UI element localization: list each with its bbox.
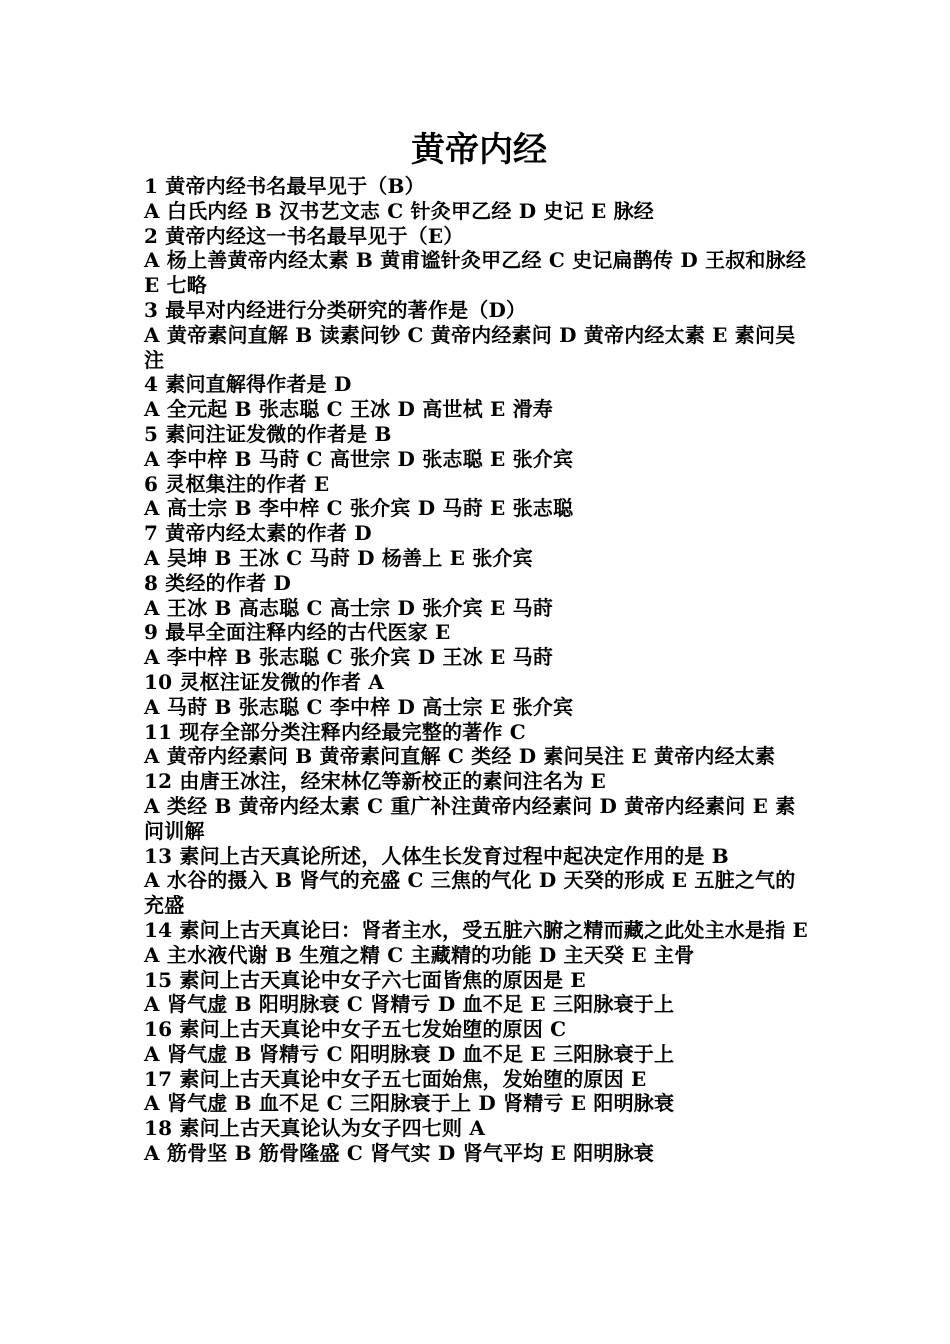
options-line: A 筋骨坚 B 筋骨隆盛 C 肾气实 D 肾气平均 E 阳明脉衰 bbox=[144, 1141, 654, 1166]
question-list bbox=[144, 174, 814, 1166]
options-line: A 黄帝内经素问 B 黄帝素问直解 C 类经 D 素问吴注 E 黄帝内经太素 bbox=[144, 744, 776, 769]
options-line: A 肾气虚 B 血不足 C 三阳脉衰于上 D 肾精亏 E 阳明脉衰 bbox=[144, 1091, 675, 1116]
document-page bbox=[144, 130, 814, 1166]
question-line: 15 素问上古天真论中女子六七面皆焦的原因是 E bbox=[144, 967, 586, 992]
question-line: 6 灵枢集注的作者 E bbox=[144, 471, 330, 496]
options-line: A 吴坤 B 王冰 C 马莳 D 杨善上 E 张介宾 bbox=[144, 545, 533, 570]
options-line: A 肾气虚 B 阳明脉衰 C 肾精亏 D 血不足 E 三阳脉衰于上 bbox=[144, 992, 675, 1017]
options-line: A 类经 B 黄帝内经太素 C 重广补注黄帝内经素问 D 黄帝内经素问 E 素问训解 bbox=[144, 793, 796, 843]
options-line: A 马莳 B 张志聪 C 李中梓 D 高士宗 E 张介宾 bbox=[144, 694, 574, 719]
question-line: 9 最早全面注释内经的古代医家 E bbox=[144, 620, 451, 645]
options-line: A 主水液代谢 B 生殖之精 C 主藏精的功能 D 主天癸 E 主骨 bbox=[144, 942, 695, 967]
question-line: 13 素问上古天真论所述，人体生长发育过程中起决定作用的是 B bbox=[144, 843, 729, 868]
options-line: A 高士宗 B 李中梓 C 张介宾 D 马莳 E 张志聪 bbox=[144, 496, 574, 521]
question-line: 5 素问注证发微的作者是 B bbox=[144, 421, 392, 446]
options-line: A 李中梓 B 张志聪 C 张介宾 D 王冰 E 马莳 bbox=[144, 645, 553, 670]
options-line: A 王冰 B 高志聪 C 高士宗 D 张介宾 E 马莳 bbox=[144, 595, 553, 620]
options-line: A 李中梓 B 马莳 C 高世宗 D 张志聪 E 张介宾 bbox=[144, 446, 574, 471]
options-line: A 肾气虚 B 肾精亏 C 阳明脉衰 D 血不足 E 三阳脉衰于上 bbox=[144, 1041, 675, 1066]
options-line: A 全元起 B 张志聪 C 王冰 D 高世栻 E 滑寿 bbox=[144, 397, 553, 422]
options-line: A 水谷的摄入 B 肾气的充盛 C 三焦的气化 D 天癸的形成 E 五脏之气的充盛 bbox=[144, 868, 796, 918]
options-line: A 杨上善黄帝内经太素 B 黄甫谧针灸甲乙经 C 史记扁鹊传 D 王叔和脉经 E 七略 bbox=[144, 248, 807, 298]
question-line: 16 素问上古天真论中女子五七发始堕的原因 C bbox=[144, 1017, 567, 1042]
question-line: 2 黄帝内经这一书名最早见于（E） bbox=[144, 223, 464, 248]
question-line: 10 灵枢注证发微的作者 A bbox=[144, 669, 385, 694]
question-line: 8 类经的作者 D bbox=[144, 570, 291, 595]
document-title: 黄帝内经 bbox=[411, 130, 547, 170]
question-line: 11 现存全部分类注释内经最完整的著作 C bbox=[144, 719, 526, 744]
question-line: 17 素问上古天真论中女子五七面始焦，发始堕的原因 E bbox=[144, 1066, 647, 1091]
question-line: 18 素问上古天真论认为女子四七则 A bbox=[144, 1116, 486, 1141]
question-line: 14 素问上古天真论曰：肾者主水，受五脏六腑之精而藏之此处主水是指 E bbox=[144, 917, 809, 942]
question-line: 7 黄帝内经太素的作者 D bbox=[144, 521, 372, 546]
options-line: A 黄帝素问直解 B 读素问钞 C 黄帝内经素问 D 黄帝内经太素 E 素问吴注 bbox=[144, 322, 796, 372]
question-line: 3 最早对内经进行分类研究的著作是（D） bbox=[144, 297, 527, 322]
question-line: 1 黄帝内经书名最早见于（B） bbox=[144, 174, 425, 198]
question-line: 12 由唐王冰注，经宋林亿等新校正的素问注名为 E bbox=[144, 769, 607, 794]
options-line: A 白氏内经 B 汉书艺文志 C 针灸甲乙经 D 史记 E 脉经 bbox=[144, 198, 654, 223]
question-line: 4 素问直解得作者是 D bbox=[144, 372, 352, 397]
